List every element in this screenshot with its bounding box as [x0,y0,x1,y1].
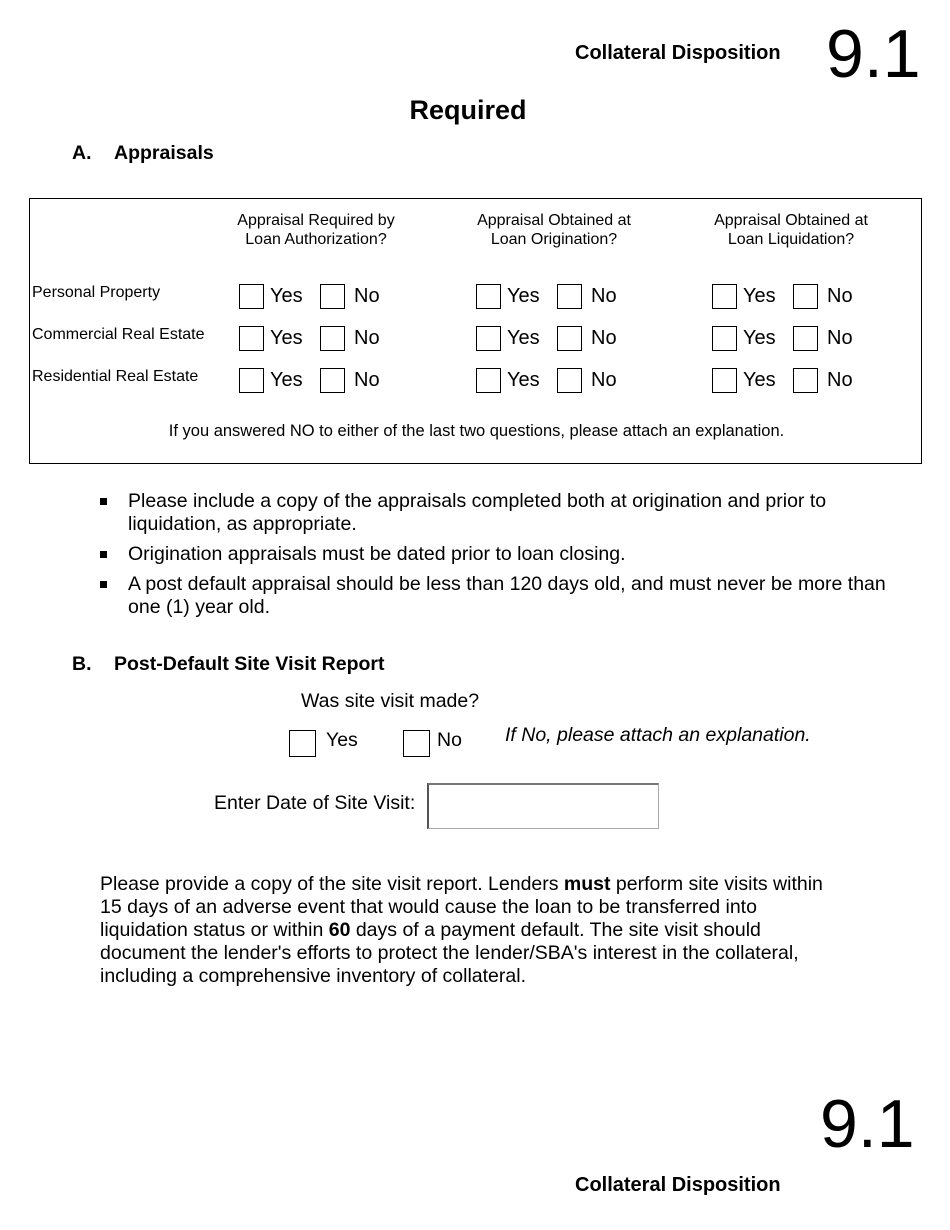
column-header-line: Appraisal Obtained at [714,212,868,229]
list-item-text: Please include a copy of the appraisals completed both at origination and prior to liquidation, as appropriate. [128,490,827,535]
commercial-real-estate-origination-yes-checkbox[interactable] [476,326,501,351]
commercial-real-estate-authorization-yes-label: Yes [270,327,303,349]
commercial-real-estate-authorization-no-checkbox[interactable] [320,326,345,351]
section-a-letter: A. [72,142,92,164]
appraisal-grid [29,198,922,464]
personal-property-liquidation-yes-label: Yes [743,285,776,307]
residential-real-estate-authorization-no-checkbox[interactable] [320,368,345,393]
personal-property-liquidation-yes-checkbox[interactable] [712,284,737,309]
site-visit-yes-checkbox[interactable] [289,730,316,757]
site-visit-date-label: Enter Date of Site Visit: [214,792,416,814]
section-b-letter: B. [72,653,92,675]
commercial-real-estate-liquidation-yes-checkbox[interactable] [712,326,737,351]
commercial-real-estate-origination-yes-label: Yes [507,327,540,349]
list-item [100,573,890,619]
footer-section-number: 9.1 [820,1086,915,1162]
commercial-real-estate-authorization-yes-checkbox[interactable] [239,326,264,351]
residential-real-estate-origination-no-label: No [591,369,617,391]
residential-real-estate-liquidation-no-checkbox[interactable] [793,368,818,393]
site-visit-question: Was site visit made? [301,690,480,712]
personal-property-origination-yes-checkbox[interactable] [476,284,501,309]
section-a-heading [72,142,214,165]
residential-real-estate-origination-yes-checkbox[interactable] [476,368,501,393]
row-label-residential-real-estate: Residential Real Estate [32,368,199,385]
header-title: Collateral Disposition [575,42,781,64]
commercial-real-estate-liquidation-no-checkbox[interactable] [793,326,818,351]
column-header-liquidation [691,211,891,249]
column-header-line: Appraisal Obtained at [477,212,631,229]
residential-real-estate-origination-no-checkbox[interactable] [557,368,582,393]
column-header-line: Appraisal Required by [237,212,395,229]
column-header-line: Loan Liquidation? [727,231,855,248]
personal-property-origination-yes-label: Yes [507,285,540,307]
bullet-square-icon [100,551,107,558]
paragraph-text: Please provide a copy of the site visit report. Lenders [100,873,564,895]
column-header-authorization [216,211,416,249]
commercial-real-estate-liquidation-no-label: No [827,327,853,349]
paragraph-emphasis: 60 [328,919,351,941]
residential-real-estate-authorization-yes-label: Yes [270,369,303,391]
personal-property-authorization-yes-label: Yes [270,285,303,307]
bullet-square-icon [100,581,107,588]
appraisal-requirements-list [100,490,890,626]
personal-property-liquidation-no-label: No [827,285,853,307]
list-item-text: A post default appraisal should be less than 120 days old, and must never be more than one (1) year old. [128,573,886,618]
column-header-line: Loan Origination? [490,231,618,248]
site-visit-yes-label: Yes [326,729,358,751]
residential-real-estate-authorization-no-label: No [354,369,380,391]
grid-explanation-note: If you answered NO to either of the last two questions, please attach an explanation. [168,422,785,440]
column-header-origination [454,211,654,249]
personal-property-liquidation-no-checkbox[interactable] [793,284,818,309]
site-visit-date-input[interactable] [427,783,659,829]
residential-real-estate-authorization-yes-checkbox[interactable] [239,368,264,393]
commercial-real-estate-origination-no-label: No [591,327,617,349]
column-header-line: Loan Authorization? [245,231,387,248]
commercial-real-estate-authorization-no-label: No [354,327,380,349]
personal-property-authorization-no-label: No [354,285,380,307]
personal-property-authorization-yes-checkbox[interactable] [239,284,264,309]
personal-property-origination-no-label: No [591,285,617,307]
commercial-real-estate-origination-no-checkbox[interactable] [557,326,582,351]
site-visit-no-checkbox[interactable] [403,730,430,757]
list-item [100,490,890,536]
residential-real-estate-origination-yes-label: Yes [507,369,540,391]
header-section-number: 9.1 [826,16,921,92]
section-b-heading [72,653,385,676]
section-b-title: Post-Default Site Visit Report [114,653,385,675]
personal-property-origination-no-checkbox[interactable] [557,284,582,309]
site-visit-no-label: No [437,729,462,751]
personal-property-authorization-no-checkbox[interactable] [320,284,345,309]
list-item [100,543,890,566]
residential-real-estate-liquidation-yes-label: Yes [743,369,776,391]
commercial-real-estate-liquidation-yes-label: Yes [743,327,776,349]
row-label-commercial-real-estate: Commercial Real Estate [32,326,205,343]
row-label-personal-property: Personal Property [32,284,161,301]
list-item-text: Origination appraisals must be dated prior to loan closing. [128,543,626,565]
section-a-title: Appraisals [114,142,214,164]
if-no-explanation-note: If No, please attach an explanation. [505,724,811,746]
bullet-square-icon [100,498,107,505]
paragraph-text: perform site visits within 15 days of an adverse event that would cause the loan to be transferred into liquidation status or within [100,873,823,941]
residential-real-estate-liquidation-no-label: No [827,369,853,391]
paragraph-emphasis: must [563,873,611,895]
page-heading: Required [409,95,527,125]
footer-title: Collateral Disposition [575,1174,781,1196]
residential-real-estate-liquidation-yes-checkbox[interactable] [712,368,737,393]
site-visit-instructions [100,873,840,988]
paragraph-text: days of a payment default. The site visit should document the lender's efforts to protect the lender/SBA's interest in the collateral, including a comprehensive inventory of collateral. [100,919,799,987]
